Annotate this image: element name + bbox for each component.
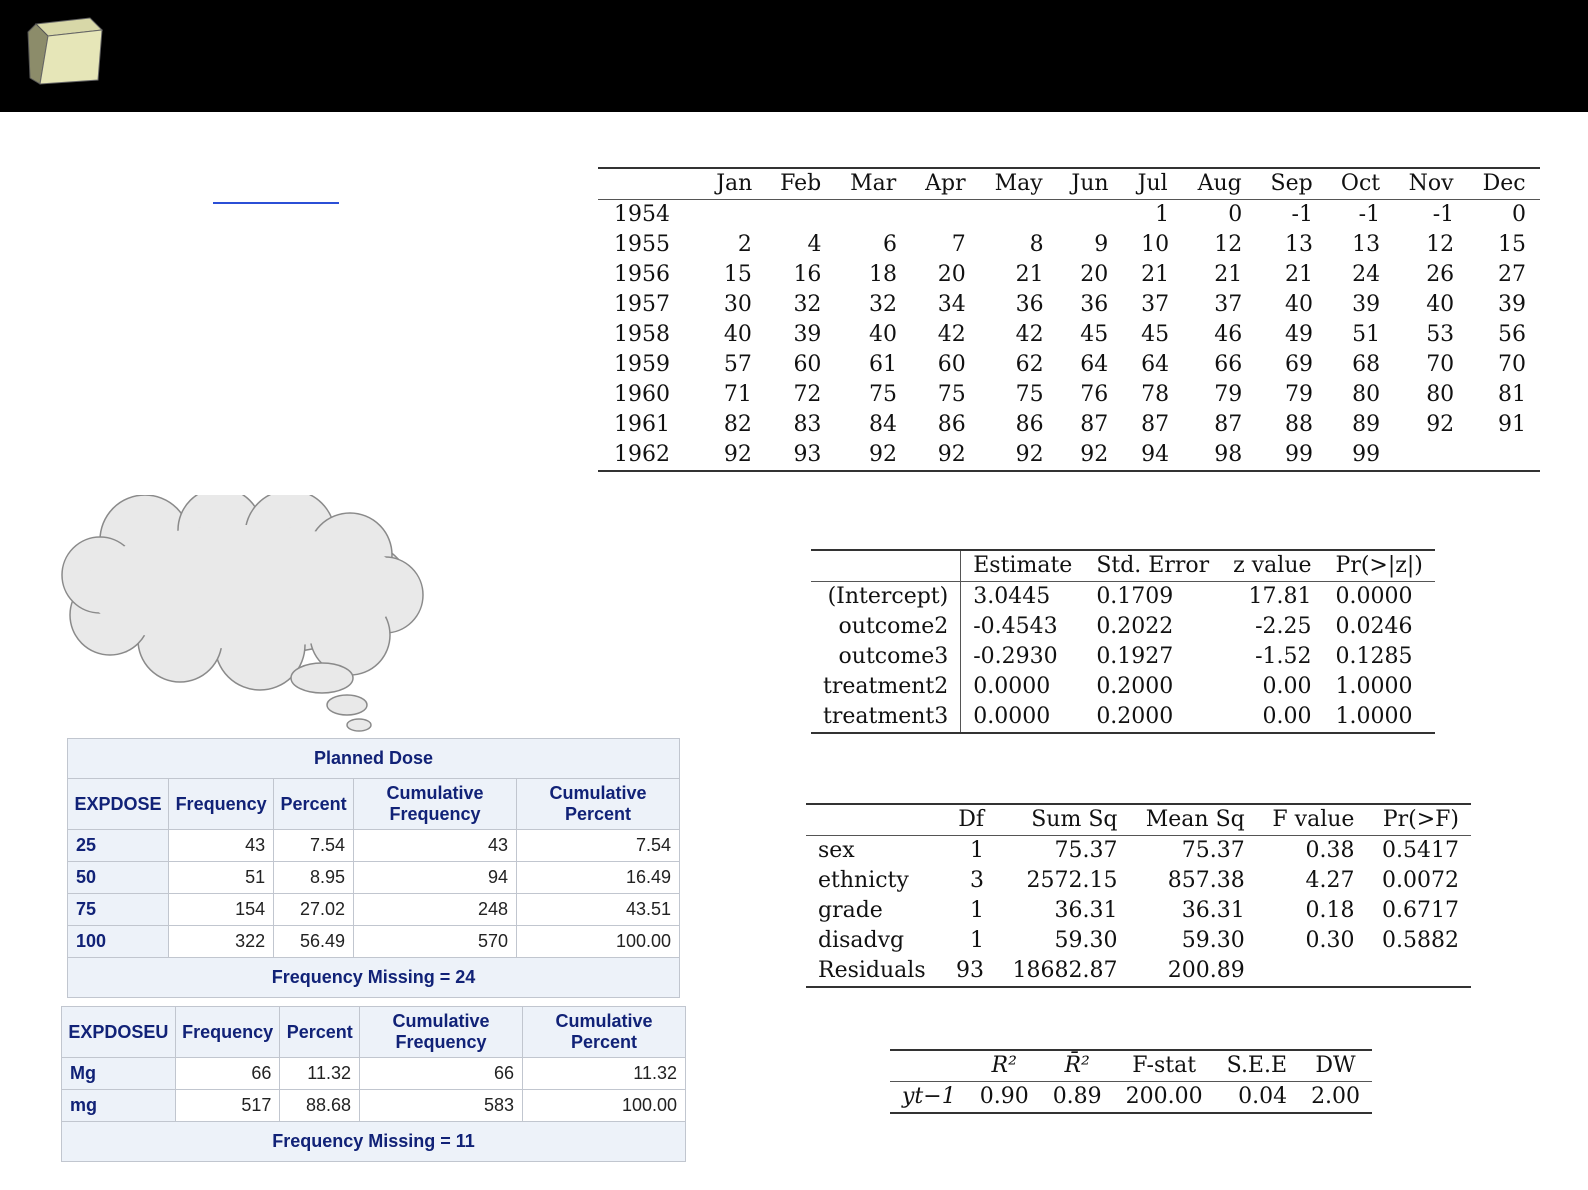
table-row: [811, 642, 1435, 672]
cell: [980, 200, 1058, 231]
cell: 16.49: [517, 862, 680, 894]
cell: 57: [723, 352, 752, 377]
row-label: 1959: [614, 352, 670, 377]
monthly-header-row: [598, 168, 1540, 200]
cell: 27.02: [274, 894, 354, 926]
cell: 3.0445: [973, 584, 1051, 609]
cell: [911, 200, 980, 231]
cell: 36.31: [1054, 898, 1118, 923]
cell: 32: [869, 292, 898, 317]
cell: 92: [980, 440, 1058, 471]
cell: [1394, 440, 1468, 471]
cell: 76: [1080, 382, 1109, 407]
table-row: [598, 290, 1540, 320]
cell: 83: [793, 412, 822, 437]
cell: -1: [1291, 202, 1313, 227]
cell: [766, 200, 836, 231]
header-cell: Df: [942, 804, 996, 836]
cell: -1.52: [1255, 644, 1312, 669]
row-label: 1958: [614, 322, 670, 347]
header-cell: Cumulative Frequency: [354, 779, 517, 830]
row-label: 75: [68, 894, 169, 926]
table-row: [806, 956, 1471, 987]
cell: 75: [869, 382, 898, 407]
cell: 37: [1141, 292, 1170, 317]
cell: 11.32: [523, 1058, 686, 1090]
cell: [1257, 956, 1367, 987]
cell: 39: [1498, 292, 1526, 317]
cell: 9: [1094, 232, 1109, 257]
anova-header-row: [806, 804, 1471, 836]
cell: 34: [937, 292, 966, 317]
cell: 0.1927: [1096, 644, 1174, 669]
anova-table: [806, 803, 1471, 988]
cell: 43: [354, 830, 517, 862]
header-cell: Apr: [911, 168, 980, 200]
cell: [703, 200, 766, 231]
cell: 0.0072: [1382, 868, 1459, 893]
cell: 3: [970, 868, 984, 893]
cell: 1: [1155, 202, 1170, 227]
header-cell: F value: [1257, 804, 1367, 836]
cell: 59.30: [1181, 928, 1245, 953]
table-row: [811, 612, 1435, 642]
cell: 45: [1141, 322, 1170, 347]
header-cell: z value: [1221, 550, 1323, 582]
cell: 70: [1426, 352, 1455, 377]
cell: 17.81: [1248, 584, 1312, 609]
row-label: 100: [68, 926, 169, 958]
cell: 75.37: [1054, 838, 1118, 863]
cell: [1468, 440, 1540, 471]
cell: 248: [354, 894, 517, 926]
cell: 66: [360, 1058, 523, 1090]
header-cell: Pr(>|z|): [1324, 550, 1435, 582]
header-cell: [598, 168, 703, 200]
cell: 0.89: [1041, 1082, 1114, 1114]
cell: 75: [937, 382, 966, 407]
cell: 0.0000: [1335, 584, 1413, 609]
cell: 68: [1352, 352, 1381, 377]
cell: 82: [723, 412, 752, 437]
row-label: 1955: [614, 232, 670, 257]
cell: 51: [1352, 322, 1381, 347]
cube-logo-icon: [22, 14, 106, 90]
cell: 62: [1015, 352, 1044, 377]
cell: 154: [169, 894, 274, 926]
rsq-header-row: [890, 1050, 1372, 1082]
cell: 0.1709: [1096, 584, 1174, 609]
cell: 4: [807, 232, 822, 257]
cell: 10: [1141, 232, 1170, 257]
row-label: 50: [68, 862, 169, 894]
cell: 2.00: [1299, 1082, 1372, 1114]
cell: 20: [937, 262, 966, 287]
cell: 0.00: [1221, 702, 1323, 733]
row-label: 1954: [614, 202, 670, 227]
header-cell: F-stat: [1114, 1050, 1215, 1082]
row-label: (Intercept): [811, 582, 961, 613]
cell: 92: [1426, 412, 1455, 437]
cell: 15: [723, 262, 752, 287]
cell: [1058, 200, 1123, 231]
cell: 16: [793, 262, 822, 287]
coefficient-table: [811, 549, 1435, 734]
header-cell: Percent: [274, 779, 354, 830]
header-cell: [806, 804, 942, 836]
cell: 857.38: [1167, 868, 1245, 893]
header-cell: S.E.E: [1215, 1050, 1299, 1082]
cell: 27: [1498, 262, 1526, 287]
header-cell: Sum Sq: [996, 804, 1129, 836]
cell: 6: [883, 232, 898, 257]
cell: 0.30: [1305, 928, 1355, 953]
header-cell: Dec: [1468, 168, 1540, 200]
header-cell: Oct: [1327, 168, 1394, 200]
cell: 21: [1284, 262, 1313, 287]
r-squared-table: [890, 1049, 1372, 1114]
thought-cloud-icon: [50, 495, 440, 740]
row-label: Residuals: [806, 956, 942, 987]
cell: -0.2930: [973, 644, 1058, 669]
dose-units-table: [61, 1006, 686, 1162]
row-label: Mg: [62, 1058, 176, 1090]
cell: 99: [1327, 440, 1394, 471]
cell: 64: [1080, 352, 1109, 377]
cell: 92: [835, 440, 911, 471]
cell: 4.27: [1305, 868, 1355, 893]
cell: 2: [737, 232, 752, 257]
cell: 13: [1284, 232, 1313, 257]
cell: 79: [1284, 382, 1313, 407]
cell: 98: [1183, 440, 1256, 471]
cell: 100.00: [517, 926, 680, 958]
table-row: [890, 1082, 1372, 1114]
cell: 2572.15: [1026, 868, 1118, 893]
cell: 15: [1498, 232, 1526, 257]
cell: 322: [169, 926, 274, 958]
table-row: [811, 702, 1435, 733]
header-cell: Jan: [703, 168, 766, 200]
row-label: outcome2: [811, 612, 961, 642]
cell: 12: [1426, 232, 1455, 257]
cell: 51: [169, 862, 274, 894]
cell: 8: [1029, 232, 1044, 257]
cell: 0.6717: [1382, 898, 1459, 923]
cell: 78: [1141, 382, 1170, 407]
cell: 517: [175, 1090, 280, 1122]
table-row: [68, 926, 680, 958]
row-label: 1956: [614, 262, 670, 287]
cell: 75: [1015, 382, 1044, 407]
table-row: [806, 926, 1471, 956]
table-row: [598, 230, 1540, 260]
cell: 89: [1352, 412, 1381, 437]
cell: 87: [1141, 412, 1170, 437]
cell: 40: [869, 322, 898, 347]
cell: 20: [1080, 262, 1109, 287]
header-cell: [811, 550, 961, 582]
cell: 70: [1498, 352, 1526, 377]
cell: 92: [911, 440, 980, 471]
cell: 36.31: [1181, 898, 1245, 923]
cell: 0.38: [1305, 838, 1355, 863]
table-row: [68, 894, 680, 926]
table-row: [598, 260, 1540, 290]
cell: 36: [1080, 292, 1109, 317]
cell: 7: [951, 232, 966, 257]
planned-dose-table: [67, 738, 680, 998]
cell: 0.0000: [961, 702, 1085, 733]
row-label: treatment3: [811, 702, 961, 733]
row-label: yt−1: [890, 1082, 968, 1114]
cell: 0.0000: [973, 674, 1051, 699]
row-label: grade: [818, 898, 883, 923]
cell: 43.51: [517, 894, 680, 926]
cell: 93: [942, 956, 996, 987]
cell: -0.4543: [973, 614, 1058, 639]
row-label: 1957: [614, 292, 670, 317]
row-label: ethnicty: [818, 868, 909, 893]
header-cell: Pr(>F): [1366, 804, 1471, 836]
cell: 80: [1352, 382, 1381, 407]
cell: 0.5882: [1382, 928, 1459, 953]
cell: 0.1285: [1335, 644, 1413, 669]
cell: [835, 200, 911, 231]
row-label: mg: [62, 1090, 176, 1122]
cell: 92: [703, 440, 766, 471]
header-cell: EXPDOSE: [68, 779, 169, 830]
cell: 18682.87: [996, 956, 1129, 987]
header-cell: Aug: [1183, 168, 1256, 200]
cell: 0: [1228, 202, 1243, 227]
cell: 42: [937, 322, 966, 347]
cell: 0.2000: [1096, 674, 1174, 699]
header-cell: EXPDOSEU: [62, 1007, 176, 1058]
frequency-missing: Frequency Missing = 24: [68, 958, 680, 998]
cell: 71: [723, 382, 752, 407]
cell: 0.0246: [1335, 614, 1413, 639]
header-cell: Mar: [835, 168, 911, 200]
table-row: [806, 836, 1471, 867]
cell: 0.5417: [1382, 838, 1459, 863]
cell: 39: [1352, 292, 1381, 317]
table-title: Planned Dose: [68, 739, 680, 779]
cell: 69: [1284, 352, 1313, 377]
cell: 37: [1214, 292, 1243, 317]
cell: 66: [1214, 352, 1243, 377]
cell: 60: [793, 352, 822, 377]
cell: 88: [1284, 412, 1313, 437]
table-row: [811, 672, 1435, 702]
cell: 49: [1284, 322, 1313, 347]
cell: 56.49: [274, 926, 354, 958]
row-label: outcome3: [811, 642, 961, 672]
cell: -1: [1432, 202, 1455, 227]
cell: 40: [723, 322, 752, 347]
cell: 7.54: [517, 830, 680, 862]
cell: 1: [970, 898, 984, 923]
cell: 59.30: [1054, 928, 1118, 953]
header-cell: Estimate: [961, 550, 1085, 582]
top-bar: [0, 0, 1588, 112]
link-underline[interactable]: [213, 202, 339, 204]
cell: 0.18: [1305, 898, 1355, 923]
cell: 0.04: [1215, 1082, 1299, 1114]
table-row: [806, 896, 1471, 926]
header-cell: Feb: [766, 168, 836, 200]
header-cell: Jun: [1058, 168, 1123, 200]
cell: 32: [793, 292, 822, 317]
cell: 87: [1080, 412, 1109, 437]
cell: 88.68: [280, 1090, 360, 1122]
row-label: 1960: [614, 382, 670, 407]
header-cell: Frequency: [175, 1007, 280, 1058]
cell: 26: [1426, 262, 1455, 287]
cell: 86: [937, 412, 966, 437]
cell: 7.54: [274, 830, 354, 862]
cell: 36: [1015, 292, 1044, 317]
header-cell: DW: [1299, 1050, 1372, 1082]
cell: 0.2022: [1096, 614, 1174, 639]
cell: 66: [175, 1058, 280, 1090]
cell: 1: [970, 838, 984, 863]
cell: 1.0000: [1335, 674, 1413, 699]
doseu-header-row: [62, 1007, 686, 1058]
cell: 53: [1426, 322, 1455, 347]
header-cell: Sep: [1256, 168, 1327, 200]
cell: 21: [1141, 262, 1170, 287]
cell: [1366, 956, 1471, 987]
cell: 93: [766, 440, 836, 471]
header-cell: Std. Error: [1084, 550, 1221, 582]
cell: 100.00: [523, 1090, 686, 1122]
table-row: [598, 320, 1540, 350]
header-cell: R̄²: [1041, 1050, 1114, 1082]
cell: -1: [1358, 202, 1381, 227]
row-label: sex: [818, 838, 855, 863]
header-cell: Mean Sq: [1129, 804, 1256, 836]
header-cell: Cumulative Percent: [523, 1007, 686, 1058]
row-label: disadvg: [818, 928, 905, 953]
cell: 99: [1256, 440, 1327, 471]
table-row: [68, 830, 680, 862]
cell: 21: [1015, 262, 1044, 287]
cell: 56: [1498, 322, 1526, 347]
header-cell: Percent: [280, 1007, 360, 1058]
table-row: [598, 350, 1540, 380]
cell: 0: [1512, 202, 1526, 227]
cell: 13: [1352, 232, 1381, 257]
table-row: [598, 380, 1540, 410]
header-cell: Nov: [1394, 168, 1468, 200]
cell: 24: [1352, 262, 1381, 287]
cell: 0.00: [1262, 674, 1312, 699]
dose-header-row: [68, 779, 680, 830]
monthly-values-table: [598, 167, 1540, 472]
cell: 43: [169, 830, 274, 862]
cell: 94: [1122, 440, 1183, 471]
cell: 72: [793, 382, 822, 407]
cell: 40: [1426, 292, 1455, 317]
cell: 91: [1498, 412, 1526, 437]
cell: 61: [869, 352, 898, 377]
cell: 1.0000: [1324, 702, 1435, 733]
cell: 80: [1426, 382, 1455, 407]
cell: 200.00: [1114, 1082, 1215, 1114]
cell: 46: [1214, 322, 1243, 347]
cell: 0.90: [968, 1082, 1041, 1114]
table-row: [598, 410, 1540, 440]
cell: 86: [1015, 412, 1044, 437]
header-cell: Cumulative Frequency: [360, 1007, 523, 1058]
row-label: 1962: [598, 440, 703, 471]
cell: 64: [1141, 352, 1170, 377]
cell: 30: [723, 292, 752, 317]
header-cell: May: [980, 168, 1058, 200]
cell: 45: [1080, 322, 1109, 347]
coef-header-row: [811, 550, 1435, 582]
table-row: [811, 582, 1435, 613]
table-row: [806, 866, 1471, 896]
cell: 81: [1498, 382, 1526, 407]
cell: 583: [360, 1090, 523, 1122]
row-label: treatment2: [811, 672, 961, 702]
row-label: 1961: [614, 412, 670, 437]
cell: 11.32: [280, 1058, 360, 1090]
row-label: 25: [68, 830, 169, 862]
header-cell: Cumulative Percent: [517, 779, 680, 830]
cell: 60: [937, 352, 966, 377]
header-cell: R²: [968, 1050, 1041, 1082]
header-cell: Frequency: [169, 779, 274, 830]
cell: 42: [1015, 322, 1044, 347]
cell: 39: [793, 322, 822, 347]
cell: 200.89: [1129, 956, 1256, 987]
cell: 84: [869, 412, 898, 437]
cell: 79: [1214, 382, 1243, 407]
table-row: [68, 862, 680, 894]
cell: 570: [354, 926, 517, 958]
cell: 40: [1284, 292, 1313, 317]
header-cell: [890, 1050, 968, 1082]
table-row: [62, 1058, 686, 1090]
cell: 21: [1214, 262, 1243, 287]
cell: 87: [1214, 412, 1243, 437]
table-row: [598, 440, 1540, 471]
cell: 8.95: [274, 862, 354, 894]
frequency-missing: Frequency Missing = 11: [62, 1122, 686, 1162]
table-row: [62, 1090, 686, 1122]
cell: -2.25: [1255, 614, 1312, 639]
table-row: [598, 200, 1540, 231]
cell: 18: [869, 262, 898, 287]
cell: 92: [1058, 440, 1123, 471]
header-cell: Jul: [1122, 168, 1183, 200]
cell: 75.37: [1181, 838, 1245, 863]
cell: 94: [354, 862, 517, 894]
cell: 12: [1214, 232, 1243, 257]
cell: 0.2000: [1084, 702, 1221, 733]
cell: 1: [970, 928, 984, 953]
